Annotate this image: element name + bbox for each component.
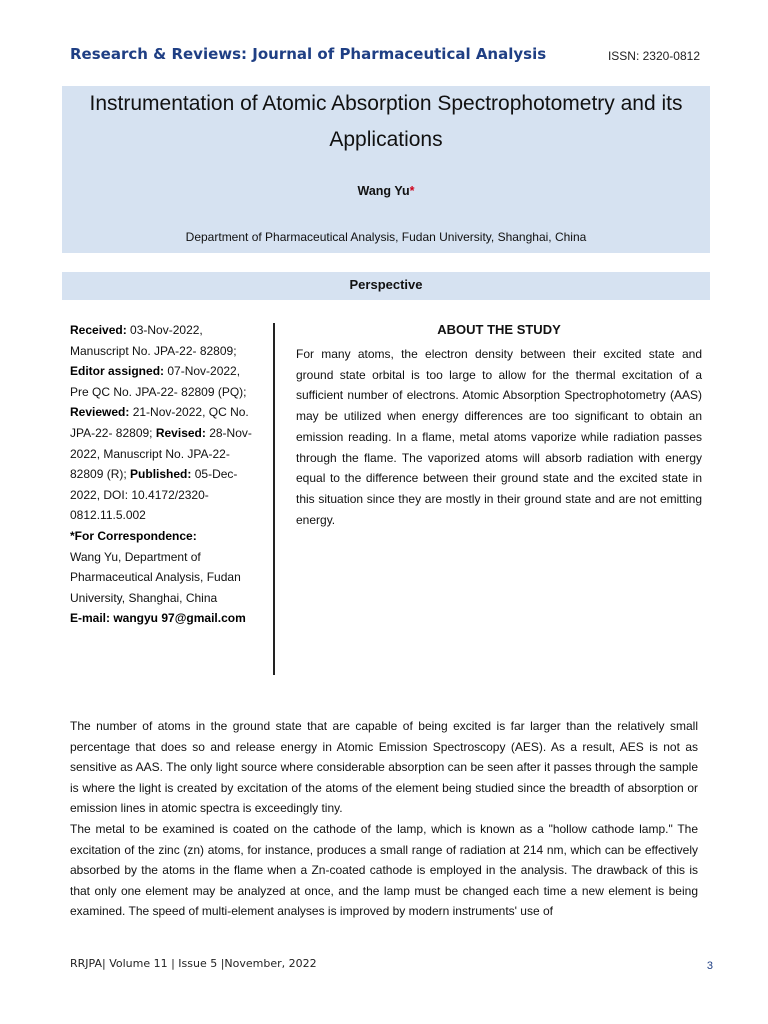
journal-title: Research & Reviews: Journal of Pharmaceutical Analysis	[70, 45, 547, 63]
reviewed-text: 21-Nov-2022, QC No. JPA-22- 82809;	[70, 405, 249, 440]
published-text: 05-Dec-2022, DOI: 10.4172/2320-0812.11.5.002	[70, 467, 238, 523]
about-heading: ABOUT THE STUDY	[437, 322, 561, 337]
paper-title	[62, 86, 710, 158]
paper-title-line-2: Applications	[329, 128, 443, 151]
revised-label: Revised:	[155, 425, 206, 440]
column-divider	[273, 323, 275, 675]
body-paragraph-2: The metal to be examined is coated on the cathode of the lamp, which is known as a "hollow cathode lamp." The excitation of the zinc (zn) atoms, for instance, produces a small range of radiation at 214 nm, which can be effectively absorbed by the atoms in the flame when a Zn-coated cathode is employed in the analysis. The drawback of this is that only one element may be analyzed at once, and the lamp must be changed each time a new element is being examined. The speed of multi-element analyses is improved by modern instruments' use of	[70, 821, 698, 919]
reviewed-label: Reviewed:	[70, 405, 130, 420]
editor-label: Editor assigned:	[70, 364, 165, 379]
about-paragraph: For many atoms, the electron density between their excited state and ground state orbital is too large to allow for the thermal excitation of a sufficient number of electrons. Atomic Absorption Spectrophotometry (AAS) may be utilized when energy differences are too significant to obtain an emission reading. In a flame, metal atoms vaporize while radiation passes through the flame. The vaporized atoms will absorb radiation with energy equal to the difference between their ground state and the excited state in this situation since they are mostly in their ground state and are not emitting energy.	[296, 347, 702, 527]
article-type: Perspective	[62, 272, 710, 300]
editor-text: 07-Nov-2022, Pre QC No. JPA-22- 82809 (PQ);	[70, 364, 247, 399]
title-block	[62, 86, 710, 253]
issn: ISSN: 2320-0812	[607, 49, 700, 63]
footer-citation: RRJPA| Volume 11 | Issue 5 |November, 2022	[70, 957, 317, 970]
correspondence-text: Wang Yu, Department of Pharmaceutical Analysis, Fudan University, Shanghai, China	[70, 549, 241, 605]
published-label: Published:	[130, 467, 192, 482]
page-number: 3	[706, 960, 713, 972]
paper-title-line-1: Instrumentation of Atomic Absorption Spectrophotometry and its	[89, 92, 683, 115]
email[interactable]: E-mail: wangyu 97@gmail.com	[70, 611, 246, 626]
received-label: Received:	[70, 323, 127, 337]
author	[62, 184, 710, 198]
body-text	[70, 716, 698, 922]
author-mark: *	[409, 184, 415, 198]
affiliation: Department of Pharmaceutical Analysis, Fudan University, Shanghai, China	[185, 230, 587, 244]
received-text: 03-Nov-2022, Manuscript No. JPA-22- 82809;	[70, 323, 237, 358]
revised-text: 28-Nov-2022, Manuscript No. JPA-22- 82809 (R);	[70, 425, 252, 482]
correspondence-label: *For Correspondence:	[70, 528, 197, 543]
article-info	[70, 320, 255, 629]
author-name: Wang Yu	[357, 184, 410, 198]
body-paragraph-1: The number of atoms in the ground state that are capable of being excited is far larger than the relatively small percentage that does so and release energy in Atomic Emission Spectroscopy (AES). As a result, AES is not as sensitive as AAS. The only light source where considerable absorption can be seen after it passes through the sample is where the light is created by excitation of the atoms of the element being studied since the breadth of absorption or emission lines in atomic spectra is exceedingly tiny.	[70, 719, 698, 816]
